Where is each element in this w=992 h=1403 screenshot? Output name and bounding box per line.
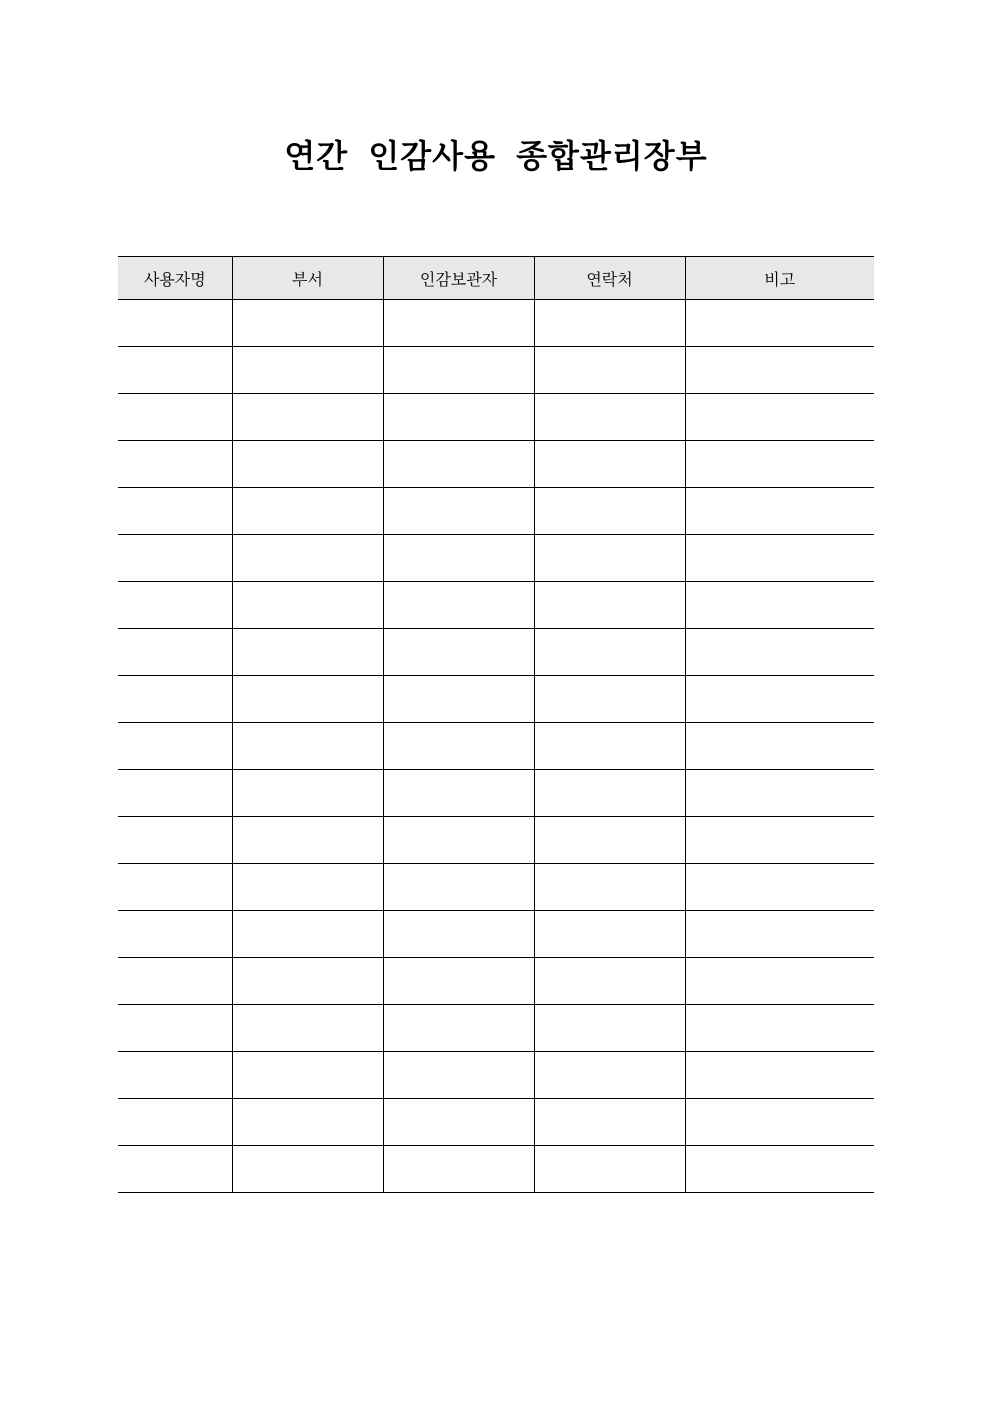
- cell-contact[interactable]: [534, 535, 685, 582]
- table-row: [118, 629, 874, 676]
- cell-seal-keeper[interactable]: [383, 723, 534, 770]
- cell-contact[interactable]: [534, 958, 685, 1005]
- table-row: [118, 817, 874, 864]
- cell-remarks[interactable]: [685, 300, 874, 347]
- cell-user-name[interactable]: [118, 629, 232, 676]
- cell-user-name[interactable]: [118, 911, 232, 958]
- cell-remarks[interactable]: [685, 441, 874, 488]
- cell-remarks[interactable]: [685, 817, 874, 864]
- table-row: [118, 347, 874, 394]
- cell-user-name[interactable]: [118, 958, 232, 1005]
- cell-contact[interactable]: [534, 1052, 685, 1099]
- cell-seal-keeper[interactable]: [383, 1052, 534, 1099]
- cell-user-name[interactable]: [118, 347, 232, 394]
- table-row: [118, 770, 874, 817]
- cell-seal-keeper[interactable]: [383, 1099, 534, 1146]
- cell-user-name[interactable]: [118, 1146, 232, 1193]
- cell-contact[interactable]: [534, 1146, 685, 1193]
- cell-user-name[interactable]: [118, 770, 232, 817]
- cell-seal-keeper[interactable]: [383, 488, 534, 535]
- cell-remarks[interactable]: [685, 582, 874, 629]
- cell-department[interactable]: [232, 1052, 383, 1099]
- cell-seal-keeper[interactable]: [383, 300, 534, 347]
- cell-user-name[interactable]: [118, 1005, 232, 1052]
- cell-contact[interactable]: [534, 676, 685, 723]
- cell-user-name[interactable]: [118, 441, 232, 488]
- column-header-contact: 연락처: [534, 257, 685, 300]
- cell-seal-keeper[interactable]: [383, 676, 534, 723]
- cell-contact[interactable]: [534, 911, 685, 958]
- cell-remarks[interactable]: [685, 1052, 874, 1099]
- cell-department[interactable]: [232, 347, 383, 394]
- cell-department[interactable]: [232, 958, 383, 1005]
- cell-department[interactable]: [232, 770, 383, 817]
- table-row: [118, 441, 874, 488]
- column-header-seal-keeper: 인감보관자: [383, 257, 534, 300]
- cell-contact[interactable]: [534, 300, 685, 347]
- column-header-department: 부서: [232, 257, 383, 300]
- cell-contact[interactable]: [534, 864, 685, 911]
- cell-contact[interactable]: [534, 582, 685, 629]
- cell-department[interactable]: [232, 582, 383, 629]
- cell-user-name[interactable]: [118, 1099, 232, 1146]
- cell-contact[interactable]: [534, 817, 685, 864]
- table-row: [118, 1052, 874, 1099]
- cell-department[interactable]: [232, 911, 383, 958]
- cell-seal-keeper[interactable]: [383, 817, 534, 864]
- cell-seal-keeper[interactable]: [383, 535, 534, 582]
- column-header-user-name: 사용자명: [118, 257, 232, 300]
- document-title: 연간 인감사용 종합관리장부: [284, 137, 708, 175]
- cell-department[interactable]: [232, 535, 383, 582]
- table-row: [118, 394, 874, 441]
- cell-department[interactable]: [232, 629, 383, 676]
- table-body: [118, 300, 874, 1193]
- cell-department[interactable]: [232, 864, 383, 911]
- cell-contact[interactable]: [534, 1005, 685, 1052]
- cell-remarks[interactable]: [685, 1146, 874, 1193]
- cell-contact[interactable]: [534, 723, 685, 770]
- cell-seal-keeper[interactable]: [383, 629, 534, 676]
- cell-contact[interactable]: [534, 1099, 685, 1146]
- table-row: [118, 1146, 874, 1193]
- cell-contact[interactable]: [534, 488, 685, 535]
- cell-remarks[interactable]: [685, 770, 874, 817]
- cell-department[interactable]: [232, 488, 383, 535]
- cell-seal-keeper[interactable]: [383, 770, 534, 817]
- cell-remarks[interactable]: [685, 488, 874, 535]
- table-row: [118, 911, 874, 958]
- cell-department[interactable]: [232, 1099, 383, 1146]
- cell-remarks[interactable]: [685, 911, 874, 958]
- cell-department[interactable]: [232, 394, 383, 441]
- cell-remarks[interactable]: [685, 1005, 874, 1052]
- cell-remarks[interactable]: [685, 723, 874, 770]
- cell-remarks[interactable]: [685, 1099, 874, 1146]
- cell-department[interactable]: [232, 441, 383, 488]
- table-row: [118, 1005, 874, 1052]
- cell-user-name[interactable]: [118, 817, 232, 864]
- cell-seal-keeper[interactable]: [383, 441, 534, 488]
- cell-seal-keeper[interactable]: [383, 958, 534, 1005]
- table-row: [118, 676, 874, 723]
- table-row: [118, 958, 874, 1005]
- cell-remarks[interactable]: [685, 394, 874, 441]
- table-row: [118, 582, 874, 629]
- cell-remarks[interactable]: [685, 347, 874, 394]
- cell-user-name[interactable]: [118, 488, 232, 535]
- cell-seal-keeper[interactable]: [383, 394, 534, 441]
- cell-seal-keeper[interactable]: [383, 347, 534, 394]
- table-header-row: [118, 257, 874, 300]
- cell-user-name[interactable]: [118, 300, 232, 347]
- table-row: [118, 864, 874, 911]
- cell-contact[interactable]: [534, 441, 685, 488]
- cell-user-name[interactable]: [118, 582, 232, 629]
- cell-contact[interactable]: [534, 394, 685, 441]
- cell-seal-keeper[interactable]: [383, 864, 534, 911]
- cell-department[interactable]: [232, 300, 383, 347]
- cell-remarks[interactable]: [685, 676, 874, 723]
- cell-user-name[interactable]: [118, 394, 232, 441]
- table-row: [118, 1099, 874, 1146]
- cell-department[interactable]: [232, 676, 383, 723]
- seal-usage-ledger-table: [118, 256, 874, 1193]
- table-row: [118, 723, 874, 770]
- cell-user-name[interactable]: [118, 676, 232, 723]
- cell-remarks[interactable]: [685, 535, 874, 582]
- cell-user-name[interactable]: [118, 1052, 232, 1099]
- cell-user-name[interactable]: [118, 535, 232, 582]
- cell-department[interactable]: [232, 723, 383, 770]
- cell-seal-keeper[interactable]: [383, 1005, 534, 1052]
- cell-remarks[interactable]: [685, 864, 874, 911]
- cell-seal-keeper[interactable]: [383, 1146, 534, 1193]
- cell-department[interactable]: [232, 1005, 383, 1052]
- cell-seal-keeper[interactable]: [383, 911, 534, 958]
- cell-seal-keeper[interactable]: [383, 582, 534, 629]
- cell-contact[interactable]: [534, 629, 685, 676]
- cell-user-name[interactable]: [118, 864, 232, 911]
- cell-department[interactable]: [232, 1146, 383, 1193]
- cell-remarks[interactable]: [685, 629, 874, 676]
- table-row: [118, 300, 874, 347]
- cell-user-name[interactable]: [118, 723, 232, 770]
- table-row: [118, 488, 874, 535]
- cell-contact[interactable]: [534, 347, 685, 394]
- table-row: [118, 535, 874, 582]
- column-header-remarks: 비고: [685, 257, 874, 300]
- cell-department[interactable]: [232, 817, 383, 864]
- cell-contact[interactable]: [534, 770, 685, 817]
- cell-remarks[interactable]: [685, 958, 874, 1005]
